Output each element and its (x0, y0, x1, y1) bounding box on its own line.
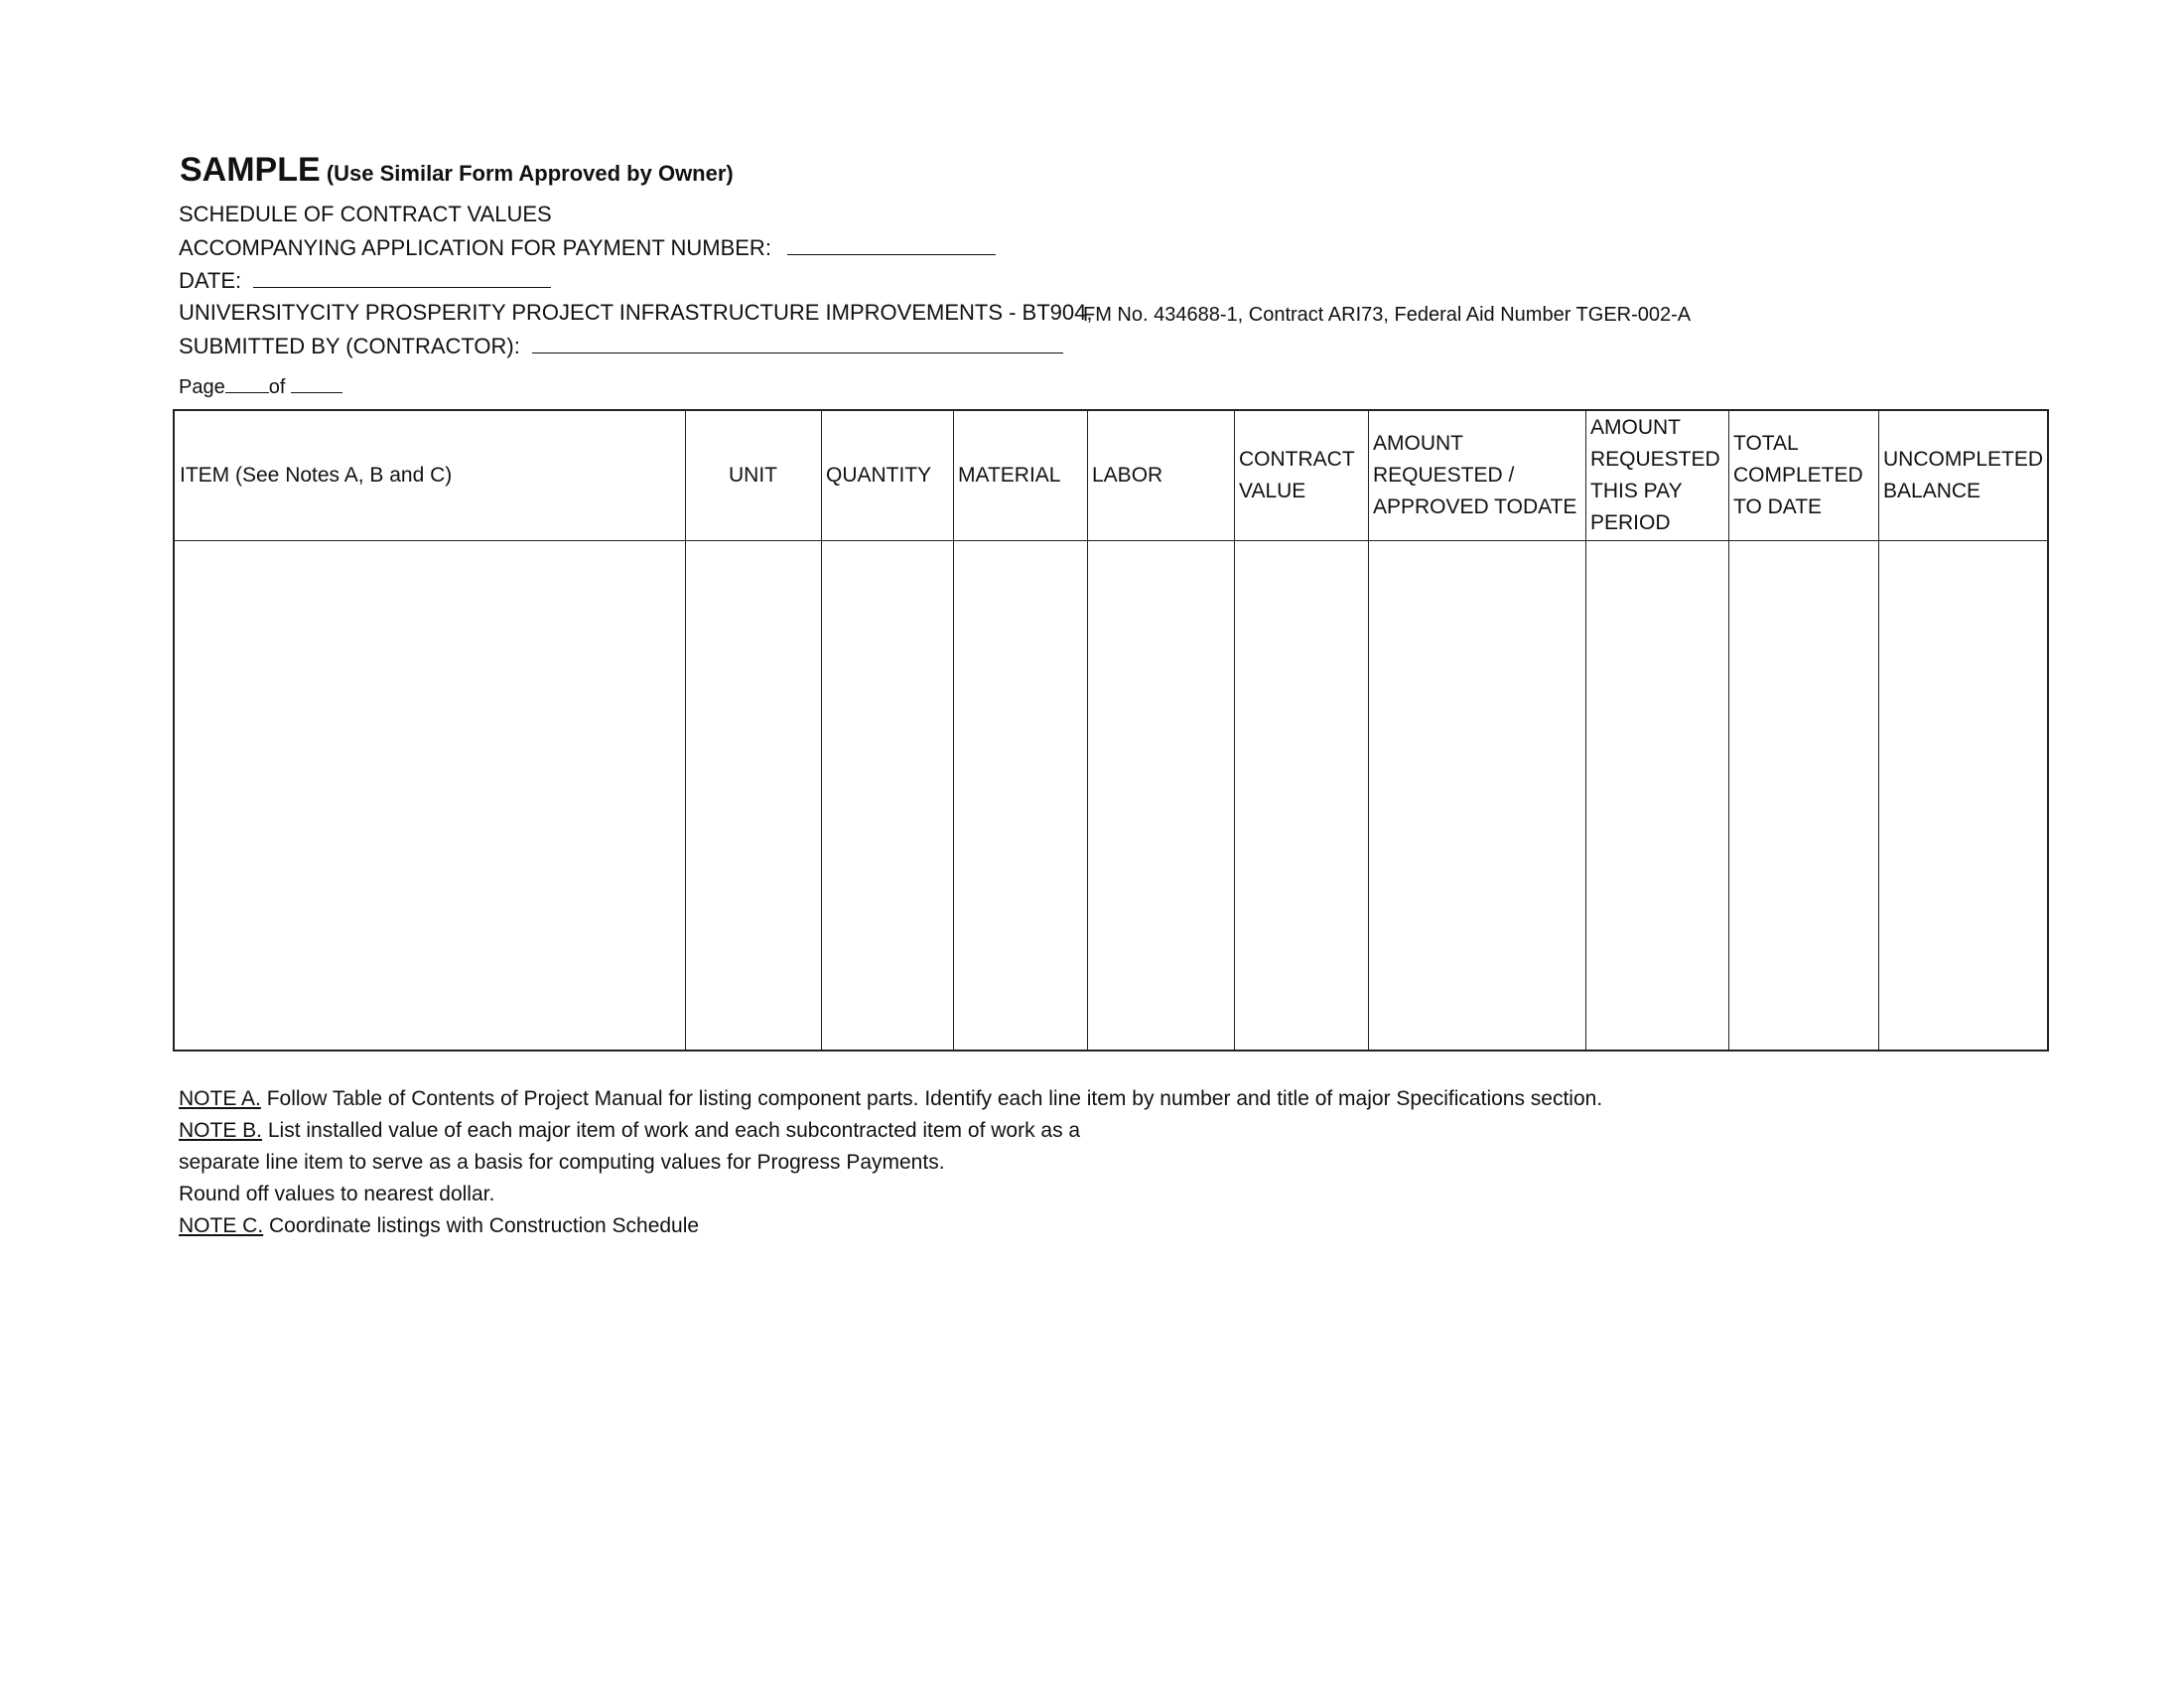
column-header-label: AMOUNT REQUESTED / APPROVED TODATE (1373, 432, 1577, 518)
column-header-amount-requested-to-date (1368, 411, 1585, 540)
column-header-label: UNIT (729, 464, 777, 487)
entry-cell-amount-requested-this-period[interactable] (1585, 542, 1728, 1050)
column-header-label: TOTAL COMPLETED TO DATE (1733, 432, 1863, 518)
column-header-label: LABOR (1092, 464, 1163, 487)
page-total-field[interactable] (291, 376, 342, 393)
note-c-text: Coordinate listings with Construction Schedule (269, 1214, 700, 1237)
column-header-amount-requested-this-period (1585, 411, 1728, 540)
column-header-labor (1087, 411, 1234, 540)
date-field[interactable] (253, 267, 551, 288)
entry-cell-uncompleted-balance[interactable] (1878, 542, 2047, 1050)
application-number-line (179, 234, 996, 261)
submitted-by-line (179, 333, 1063, 359)
fm-line: FM No. 434688-1, Contract ARI73, Federal Aid Number TGER-002-A (1083, 304, 1692, 326)
contract-values-table (173, 409, 2049, 1052)
date-line (179, 267, 551, 294)
entry-cell-material[interactable] (953, 542, 1087, 1050)
entry-cell-total-completed[interactable] (1728, 542, 1878, 1050)
schedule-title: SCHEDULE OF CONTRACT VALUES (179, 202, 552, 226)
note-b-label: NOTE B. (179, 1119, 263, 1142)
column-header-label: QUANTITY (826, 464, 932, 487)
column-header-material (953, 411, 1087, 540)
column-header-uncompleted-balance (1878, 411, 2047, 540)
entry-cell-labor[interactable] (1087, 542, 1234, 1050)
column-header-label: AMOUNT REQUESTED THIS PAY PERIOD (1590, 416, 1720, 534)
note-a-text: Follow Table of Contents of Project Manual for listing component parts. Identify each line item by number and title of major Specifications section. (266, 1087, 1603, 1110)
project-line (179, 300, 1092, 326)
page-label: Page (179, 376, 225, 398)
sample-subheading: (Use Similar Form Approved by Owner) (326, 161, 734, 186)
column-header-label: CONTRACT VALUE (1239, 448, 1355, 502)
application-number-label: ACCOMPANYING APPLICATION FOR PAYMENT NUMBER: (179, 235, 771, 260)
note-b-continued: separate line item to serve as a basis for computing values for Progress Payments. (179, 1151, 945, 1174)
entry-cell-quantity[interactable] (821, 542, 953, 1050)
column-header-item (175, 411, 685, 540)
project-name: UNIVERSITYCITY PROSPERITY PROJECT INFRASTRUCTURE IMPROVEMENTS - BT904, (179, 300, 1093, 325)
column-header-label: ITEM (See Notes A, B and C) (180, 464, 453, 487)
column-header-unit (685, 411, 821, 540)
note-c (179, 1213, 699, 1239)
note-c-label: NOTE C. (179, 1214, 264, 1237)
header-divider (175, 540, 2047, 541)
application-number-field[interactable] (787, 234, 996, 255)
submitted-by-field[interactable] (532, 333, 1063, 353)
note-b-text: List installed value of each major item of work and each subcontracted item of work as a (267, 1119, 1081, 1142)
note-b-round: Round off values to nearest dollar. (179, 1183, 495, 1205)
column-header-quantity (821, 411, 953, 540)
entry-cell-unit[interactable] (685, 542, 821, 1050)
entry-cell-contract-value[interactable] (1234, 542, 1368, 1050)
column-header-contract-value (1234, 411, 1368, 540)
of-label: of (268, 376, 286, 398)
sample-heading: SAMPLE (180, 151, 321, 189)
submitted-by-label: SUBMITTED BY (CONTRACTOR): (179, 334, 520, 358)
entry-cell-item[interactable] (175, 542, 685, 1050)
note-a-label: NOTE A. (179, 1087, 261, 1110)
column-header-label: UNCOMPLETED BALANCE (1883, 448, 2044, 502)
date-label: DATE: (179, 268, 242, 293)
column-header-label: MATERIAL (958, 464, 1061, 487)
page-number-field[interactable] (225, 376, 269, 393)
entry-cell-amount-requested-to-date[interactable] (1368, 542, 1585, 1050)
note-a (179, 1086, 1602, 1112)
form-title (180, 151, 734, 189)
page-count-line (179, 374, 342, 400)
column-header-total-completed (1728, 411, 1878, 540)
note-b (179, 1118, 1080, 1144)
